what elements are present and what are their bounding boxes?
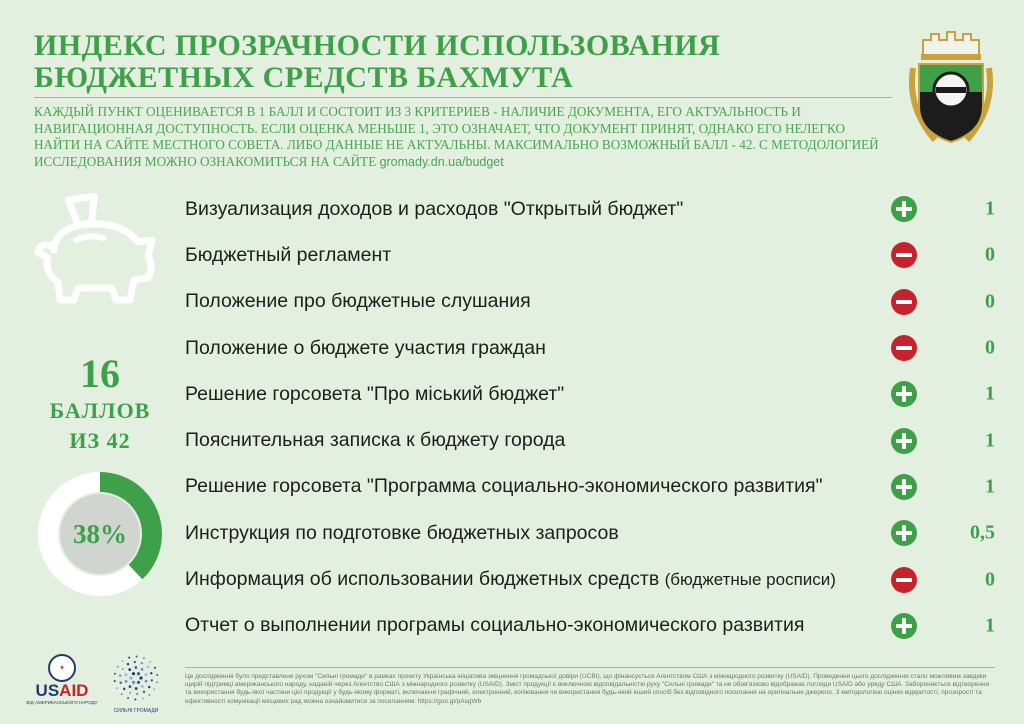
minus-icon — [891, 567, 917, 593]
criteria-score: 1 — [985, 614, 995, 637]
piggy-bank-icon — [30, 192, 160, 312]
criteria-label: Инструкция по подготовке бюджетных запросов — [185, 521, 619, 544]
criteria-score: 0,5 — [970, 521, 995, 544]
criteria-row — [185, 325, 1005, 371]
minus-icon — [891, 242, 917, 268]
score-max: ИЗ 42 — [69, 428, 131, 453]
criteria-score: 1 — [985, 382, 995, 405]
criteria-score: 0 — [985, 243, 995, 266]
criteria-score: 0 — [985, 568, 995, 591]
percent-label: 38% — [73, 518, 127, 549]
criteria-list — [185, 186, 1005, 649]
criteria-row — [185, 464, 1005, 510]
plus-icon — [891, 520, 917, 546]
criteria-row — [185, 556, 1005, 602]
page-title — [34, 30, 894, 94]
plus-icon — [891, 196, 917, 222]
criteria-label: Отчет о выполнении програмы социально-экономического развития — [185, 614, 805, 637]
strong-communities-dots-icon — [112, 654, 160, 702]
score-value: 16 — [80, 351, 120, 396]
usaid-wordmark: USAID — [35, 681, 89, 700]
criteria-label: Визуализация доходов и расходов "Открытый бюджет" — [185, 197, 684, 220]
title-divider — [34, 97, 892, 98]
criteria-score: 1 — [985, 197, 995, 220]
minus-icon — [891, 289, 917, 315]
bakhmut-coat-of-arms-icon — [905, 28, 997, 148]
plus-icon — [891, 428, 917, 454]
plus-icon — [891, 381, 917, 407]
footer-divider — [185, 667, 995, 668]
criteria-row — [185, 371, 1005, 417]
usaid-logo — [26, 654, 98, 714]
footer-disclaimer: Це дослідження було представлене рухом "Сильні громади" в рамках проекту Українська ініціатива зміцнення громадської довіри (UCBI), що фінансується Агентством США з міжнародного розвитку (USAID). Проведення цього дослідження стало можливим завдяки щирій підтримці американського народу, наданій через Агентство США з міжнародного розвитку (USAID). Зміст продукції є виключною відповідальністю руху "Сильні громади" та не обов'язково відображає погляди USAID або уряду США. Забороняється відтворення та використання будь-якої частини цієї продукції у будь-якому форматі, включаючи графічний, електронний, копіювання чи використання будь-який інший спосіб без відповідного посилання на оригінальне джерело. З методологією оцінки відкритості, прозорості та ефективності комунікації місцевих рад можна ознайомитися за посиланням: https://goo.gl/pAsgWb — [185, 673, 990, 705]
criteria-label: Положение про бюджетные слушания — [185, 290, 531, 313]
description-text: КАЖДЫЙ ПУНКТ ОЦЕНИВАЕТСЯ В 1 БАЛЛ И СОСТОИТ ИЗ 3 КРИТЕРИЕВ - НАЛИЧИЕ ДОКУМЕНТА, ЕГО АКТУАЛЬНОСТЬ И НАВИГАЦИОННАЯ ДОСТУПНОСТЬ. ЕСЛИ ОЦЕНКА МЕНЬШЕ 1, ЭТО ОЗНАЧАЕТ, ЧТО ДОКУМЕНТ ПРИНЯТ, ОДНАКО ЕГО НЕЛЕГКО НАЙТИ НА САЙТЕ МЕСТНОГО СОВЕТА. ЛИБО ДАННЫЕ НЕ АКТУАЛЬНЫ. МАКСИМАЛЬНО ВОЗМОЖНЫЙ БАЛЛ - 42. С МЕТОДОЛОГИЕЙ ИССЛЕДОВАНИЯ МОЖНО ОЗНАКОМИТЬСЯ НА САЙТЕ — [34, 104, 879, 169]
criteria-label: Положение о бюджете участия граждан — [185, 336, 546, 359]
criteria-label: Решение горсовета "Программа социально-экономического развития" — [185, 475, 823, 498]
criteria-row — [185, 186, 1005, 232]
title-line-1: ИНДЕКС ПРОЗРАЧНОСТИ ИСПОЛЬЗОВАНИЯ — [34, 29, 721, 62]
criteria-score: 0 — [985, 290, 995, 313]
criteria-row — [185, 510, 1005, 556]
usaid-seal-icon: ★ — [48, 654, 76, 682]
minus-icon — [891, 335, 917, 361]
criteria-label: Решение горсовета "Про міський бюджет" — [185, 382, 565, 405]
criteria-row — [185, 232, 1005, 278]
criteria-row — [185, 603, 1005, 649]
criteria-label: Пояснительная записка к бюджету города — [185, 429, 566, 452]
criteria-label: Бюджетный регламент — [185, 243, 392, 266]
total-score — [20, 352, 180, 456]
methodology-description — [34, 104, 894, 170]
criteria-row — [185, 279, 1005, 325]
criteria-score: 1 — [985, 475, 995, 498]
title-line-2: БЮДЖЕТНЫХ СРЕДСТВ БАХМУТА — [34, 61, 574, 94]
criteria-score: 1 — [985, 429, 995, 452]
criteria-score: 0 — [985, 336, 995, 359]
criteria-label: Информация об использовании бюджетных средств (бюджетные росписи) — [185, 568, 836, 591]
plus-icon — [891, 474, 917, 500]
score-unit: БАЛЛОВ — [49, 398, 151, 423]
usaid-tagline: ВІД АМЕРИКАНСЬКОГО НАРОДУ — [26, 700, 98, 705]
plus-icon — [891, 613, 917, 639]
criteria-row — [185, 417, 1005, 463]
strong-communities-logo — [110, 654, 162, 714]
methodology-link[interactable]: gromady.dn.ua/budget — [379, 154, 504, 169]
strong-communities-name: СИЛЬНІ ГРОМАДИ — [113, 708, 159, 714]
